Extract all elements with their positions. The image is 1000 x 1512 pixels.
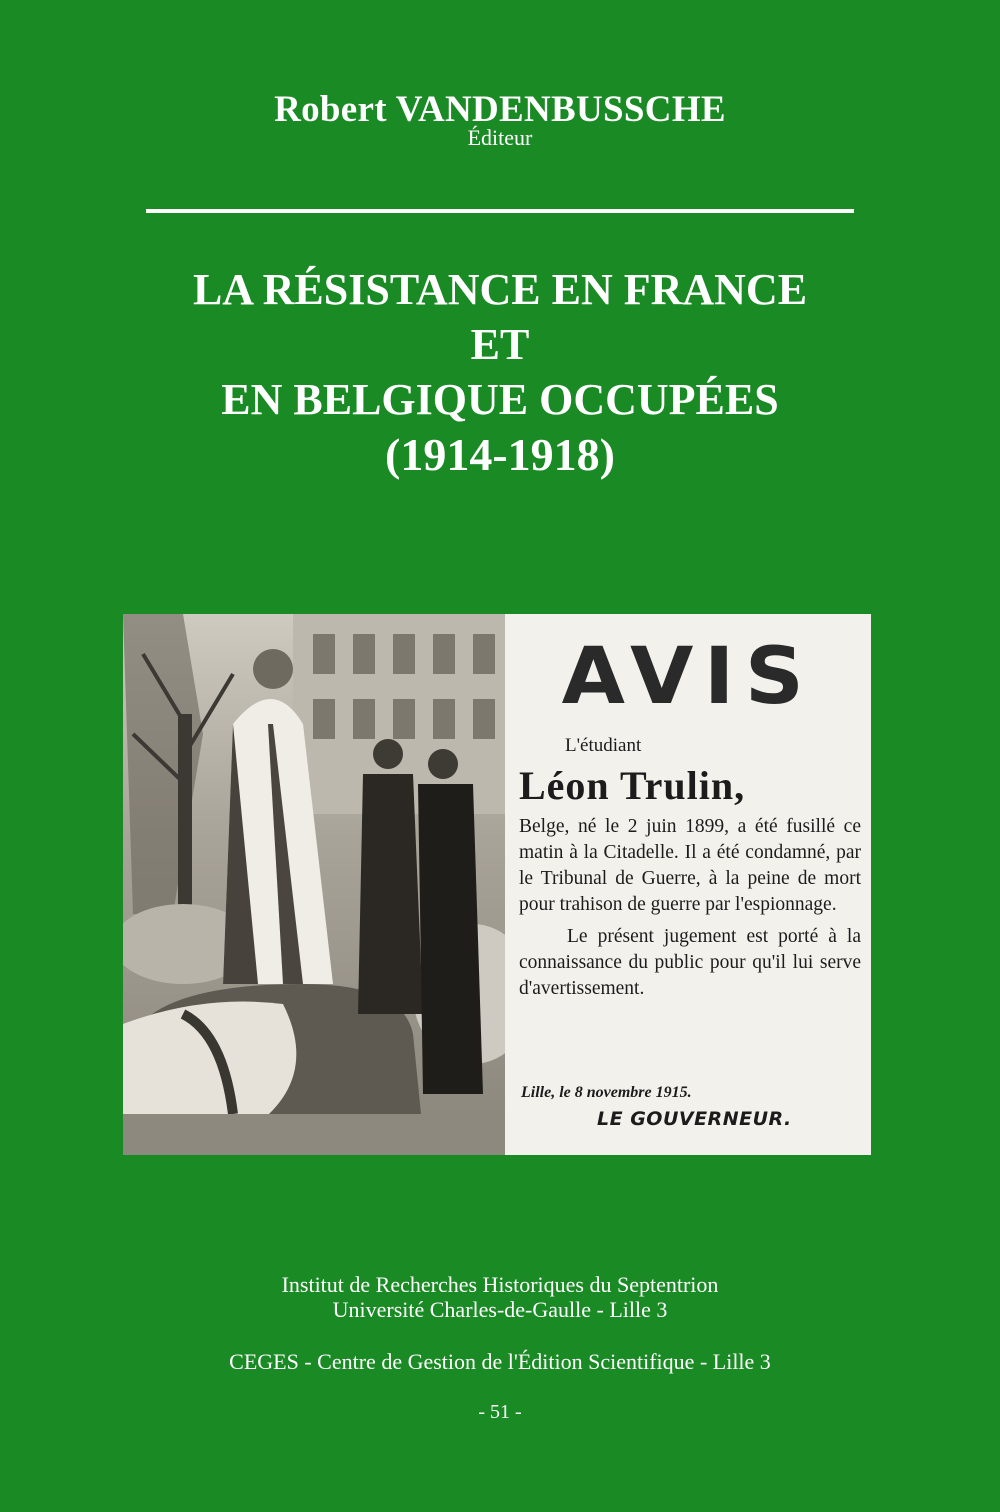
poster-heading: AVIS: [561, 632, 815, 722]
author-name: Robert VANDENBUSSCHE: [274, 89, 726, 130]
poster-paragraph-2: Le présent jugement est porté à la connaissance du public pour qu'il lui serve d'avertissement.: [519, 926, 861, 999]
institution-line-1: Institut de Recherches Historiques du Septentrion: [281, 1272, 719, 1297]
poster-signature: LE GOUVERNEUR.: [597, 1108, 792, 1130]
poster-name: Léon Trulin,: [519, 763, 746, 808]
poster-date: Lille, le 8 novembre 1915.: [521, 1084, 692, 1101]
avis-poster: [505, 614, 871, 1155]
institution-line-2: Université Charles-de-Gaulle - Lille 3: [332, 1297, 668, 1322]
title-line-1: LA RÉSISTANCE EN FRANCE: [192, 265, 808, 314]
editor-role: Éditeur: [467, 125, 533, 150]
title-dates: (1914-1918): [385, 429, 615, 480]
poster-paragraph-1: Belge, né le 2 juin 1899, a été fusillé ce matin à la Citadelle. Il a été condamné, par le Tribunal de Guerre, à la peine de mort pour trahison de guerre par l'espionnage.: [519, 816, 861, 915]
poster-body: [519, 814, 861, 1002]
title-line-3: EN BELGIQUE OCCUPÉES: [221, 375, 779, 424]
series-number: - 51 -: [478, 1401, 522, 1423]
divider-rule: [146, 209, 854, 213]
monument-photo-illustration: [123, 614, 505, 1155]
monument-photo: [123, 614, 505, 1155]
title-line-2: ET: [470, 320, 530, 369]
book-title: [0, 262, 1000, 482]
publisher-line: CEGES - Centre de Gestion de l'Édition Scientifique - Lille 3: [229, 1349, 771, 1374]
poster-subheading: L'étudiant: [565, 735, 642, 756]
